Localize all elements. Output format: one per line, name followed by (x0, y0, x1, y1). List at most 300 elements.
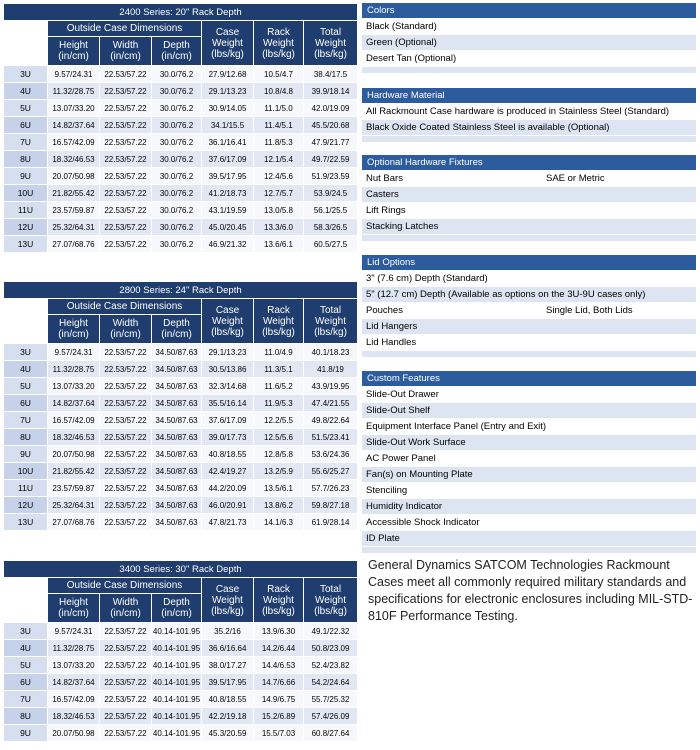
box-item (362, 171, 696, 186)
table-cell: 49.1/22.32 (304, 623, 358, 640)
table-cell: 18.32/46.53 (48, 708, 100, 725)
table-cell: 27.07/68.76 (48, 514, 100, 531)
table-cell: 30.0/76.2 (152, 236, 202, 253)
table-cell: 25.32/64.31 (48, 497, 100, 514)
table-cell: 47.9/21.77 (304, 134, 358, 151)
table-cell: 20.07/50.98 (48, 446, 100, 463)
table-cell: 20.07/50.98 (48, 725, 100, 742)
header-line: Total (319, 304, 342, 316)
table-cell: 23.57/59.87 (48, 480, 100, 497)
header-line: (in/cm) (58, 608, 89, 619)
table-cell: 22.53/57.22 (100, 168, 152, 185)
table-cell: 22.53/57.22 (100, 66, 152, 83)
table-cell: 16.57/42.09 (48, 134, 100, 151)
box-item (362, 467, 696, 482)
table-cell: 30.5/13.86 (202, 361, 254, 378)
table-cell: 40.14-101.95 (152, 691, 202, 708)
table-cell: 53.9/24.5 (304, 185, 358, 202)
table-cell: 29.1/13.23 (202, 83, 254, 100)
table-cell: 27.07/68.76 (48, 236, 100, 253)
table-cell: 40.14-101.95 (152, 623, 202, 640)
table-cell: 22.53/57.22 (100, 446, 152, 463)
table-cell: 60.5/27.5 (304, 236, 358, 253)
option-box-3 (362, 255, 696, 357)
table-cell: 43.9/19.95 (304, 378, 358, 395)
table-row (4, 117, 358, 134)
header-line: Case (215, 26, 240, 38)
box-footer (362, 235, 696, 241)
table-cell: 30.0/76.2 (152, 185, 202, 202)
box-item-label: Slide-Out Work Surface (366, 437, 466, 448)
col-header-depth (152, 37, 202, 66)
box-item-label: AC Power Panel (366, 453, 436, 464)
box-item (362, 120, 696, 135)
table-cell: 34.50/87.63 (152, 344, 202, 361)
table-cell: 42.2/19.18 (202, 708, 254, 725)
table-cell: 30.0/76.2 (152, 168, 202, 185)
col-header-rack-weight (254, 578, 304, 623)
box-item-label: Casters (366, 189, 399, 200)
table-cell: 22.53/57.22 (100, 725, 152, 742)
table-cell: 34.50/87.63 (152, 429, 202, 446)
header-line: Rack (267, 304, 290, 316)
table-cell: 34.50/87.63 (152, 361, 202, 378)
table-cell: 30.0/76.2 (152, 66, 202, 83)
table-cell: 22.53/57.22 (100, 497, 152, 514)
col-header-height (48, 594, 100, 623)
table-cell: 41.8/19 (304, 361, 358, 378)
col-header-width (100, 594, 152, 623)
box-item-label: Black (Standard) (366, 21, 437, 32)
header-line: (lbs/kg) (211, 605, 244, 617)
table-cell: 13.07/33.20 (48, 100, 100, 117)
table-cell: 22.53/57.22 (100, 395, 152, 412)
table-row (4, 361, 358, 378)
box-item (362, 335, 696, 350)
row-label: 13U (4, 236, 48, 253)
table-cell: 30.0/76.2 (152, 151, 202, 168)
table-row (4, 463, 358, 480)
table-cell: 12.4/5.6 (254, 168, 304, 185)
table-cell: 22.53/57.22 (100, 83, 152, 100)
table-cell: 22.53/57.22 (100, 202, 152, 219)
row-label: 8U (4, 429, 48, 446)
table-cell: 40.14-101.95 (152, 657, 202, 674)
col-header-height (48, 37, 100, 66)
box-item-label: Lid Hangers (366, 321, 418, 332)
table-cell: 9.57/24.31 (48, 66, 100, 83)
header-line: Total (319, 26, 342, 38)
header-line: (in/cm) (161, 608, 192, 619)
box-item-label: 3" (7.6 cm) Depth (Standard) (366, 273, 488, 284)
header-line: (lbs/kg) (262, 605, 295, 617)
row-label: 9U (4, 725, 48, 742)
table-cell: 13.9/6.30 (254, 623, 304, 640)
table-cell: 13.3/6.0 (254, 219, 304, 236)
row-label: 5U (4, 100, 48, 117)
compliance-note: General Dynamics SATCOM Technologies Rackmount Cases meet all commonly required military standards and specifications for electronic enclosures including MIL-STD-810F Performance Testing. (368, 558, 693, 623)
table-cell: 15.2/6.89 (254, 708, 304, 725)
header-line: Width (112, 318, 139, 329)
box-item (362, 451, 696, 466)
table-cell: 45.5/20.68 (304, 117, 358, 134)
table-cell: 18.32/46.53 (48, 151, 100, 168)
header-line: Weight (263, 315, 294, 327)
table-row (4, 657, 358, 674)
table-cell: 22.53/57.22 (100, 344, 152, 361)
table-cell: 59.8/27.18 (304, 497, 358, 514)
box-item (362, 483, 696, 498)
box-item (362, 435, 696, 450)
box-item-label: Fan(s) on Mounting Plate (366, 469, 473, 480)
table-cell: 40.8/18.55 (202, 691, 254, 708)
table-row (4, 168, 358, 185)
table-cell: 22.53/57.22 (100, 429, 152, 446)
table-cell: 12.2/5.5 (254, 412, 304, 429)
table-cell: 30.0/76.2 (152, 117, 202, 134)
table-cell: 40.14-101.95 (152, 674, 202, 691)
table-cell: 13.07/33.20 (48, 378, 100, 395)
table-cell: 14.1/6.3 (254, 514, 304, 531)
header-line: Weight (315, 315, 346, 327)
box-item-detail: SAE or Metric (546, 173, 605, 184)
table-cell: 11.32/28.75 (48, 361, 100, 378)
table-cell: 22.53/57.22 (100, 691, 152, 708)
box-footer (362, 547, 696, 553)
col-header-case-weight (202, 21, 254, 66)
table-cell: 34.50/87.63 (152, 514, 202, 531)
header-line: (in/cm) (161, 51, 192, 62)
table-title: 2800 Series: 24" Rack Depth (4, 282, 358, 299)
col-header-rack-weight (254, 299, 304, 344)
box-item-label: ID Plate (366, 533, 400, 544)
table-cell: 13.6/6.1 (254, 236, 304, 253)
table-cell: 20.07/50.98 (48, 168, 100, 185)
table-cell: 10.8/4.8 (254, 83, 304, 100)
box-item-label: Green (Optional) (366, 37, 437, 48)
header-line: (lbs/kg) (314, 605, 347, 617)
box-item (362, 19, 696, 34)
box-item-label: Stenciling (366, 485, 408, 496)
table-cell: 50.8/23.09 (304, 640, 358, 657)
group-header: Outside Case Dimensions (48, 299, 202, 315)
table-cell: 45.3/20.59 (202, 725, 254, 742)
header-line: (in/cm) (110, 608, 141, 619)
table-row (4, 378, 358, 395)
col-header-case-weight (202, 299, 254, 344)
box-item-label: Nut Bars (366, 173, 403, 184)
header-line: Weight (315, 594, 346, 606)
option-box-1 (362, 88, 696, 142)
table-cell: 39.0/17.73 (202, 429, 254, 446)
box-item-label: Slide-Out Shelf (366, 405, 430, 416)
table-cell: 34.50/87.63 (152, 480, 202, 497)
table-cell: 49.7/22.59 (304, 151, 358, 168)
table-cell: 23.57/59.87 (48, 202, 100, 219)
spec-table-2 (3, 560, 357, 742)
box-item (362, 419, 696, 434)
table-cell: 11.1/5.0 (254, 100, 304, 117)
table-row (4, 185, 358, 202)
table-cell: 14.4/6.53 (254, 657, 304, 674)
table-cell: 11.32/28.75 (48, 83, 100, 100)
table-cell: 40.14-101.95 (152, 708, 202, 725)
table-cell: 38.4/17.5 (304, 66, 358, 83)
header-line: (lbs/kg) (262, 48, 295, 60)
table-cell: 34.50/87.63 (152, 412, 202, 429)
row-label: 7U (4, 691, 48, 708)
table-cell: 22.53/57.22 (100, 100, 152, 117)
row-label: 6U (4, 117, 48, 134)
box-item (362, 319, 696, 334)
box-item (362, 515, 696, 530)
header-line: Case (215, 583, 240, 595)
table-cell: 51.5/23.41 (304, 429, 358, 446)
table-cell: 47.4/21.55 (304, 395, 358, 412)
row-label: 3U (4, 344, 48, 361)
table-cell: 14.9/6.75 (254, 691, 304, 708)
box-item-label: Equipment Interface Panel (Entry and Exit) (366, 421, 547, 432)
table-cell: 58.3/26.5 (304, 219, 358, 236)
table-cell: 11.32/28.75 (48, 640, 100, 657)
col-header-width (100, 37, 152, 66)
table-title: 2400 Series: 20" Rack Depth (4, 4, 358, 21)
table-cell: 11.6/5.2 (254, 378, 304, 395)
table-cell: 14.82/37.64 (48, 674, 100, 691)
table-cell: 13.0/5.8 (254, 202, 304, 219)
table-cell: 40.14-101.95 (152, 640, 202, 657)
box-item-detail: Single Lid, Both Lids (546, 305, 633, 316)
row-label: 12U (4, 497, 48, 514)
table-cell: 9.57/24.31 (48, 344, 100, 361)
header-line: Height (59, 597, 88, 608)
box-item (362, 104, 696, 119)
header-line: Rack (267, 26, 290, 38)
option-box-4 (362, 371, 696, 553)
table-cell: 30.0/76.2 (152, 202, 202, 219)
box-item-label: Stacking Latches (366, 221, 439, 232)
table-row (4, 66, 358, 83)
table-cell: 22.53/57.22 (100, 412, 152, 429)
table-cell: 34.50/87.63 (152, 446, 202, 463)
table-cell: 30.0/76.2 (152, 134, 202, 151)
box-title: Hardware Material (362, 88, 696, 103)
table-row (4, 640, 358, 657)
row-label: 5U (4, 657, 48, 674)
col-header-total-weight (304, 21, 358, 66)
table-cell: 22.53/57.22 (100, 378, 152, 395)
row-label: 6U (4, 674, 48, 691)
table-cell: 34.50/87.63 (152, 378, 202, 395)
table-cell: 56.1/25.5 (304, 202, 358, 219)
table-row (4, 708, 358, 725)
row-label: 7U (4, 134, 48, 151)
header-line: (in/cm) (110, 329, 141, 340)
box-item (362, 531, 696, 546)
table-cell: 46.9/21.32 (202, 236, 254, 253)
table-cell: 34.50/87.63 (152, 463, 202, 480)
box-item-label: 5" (12.7 cm) Depth (Available as options on the 3U-9U cases only) (366, 289, 646, 300)
table-cell: 11.9/5.3 (254, 395, 304, 412)
row-label: 8U (4, 708, 48, 725)
table-cell: 16.57/42.09 (48, 691, 100, 708)
table-row (4, 83, 358, 100)
table-cell: 54.2/24.64 (304, 674, 358, 691)
box-title: Lid Options (362, 255, 696, 270)
group-header: Outside Case Dimensions (48, 578, 202, 594)
header-line: (lbs/kg) (211, 326, 244, 338)
table-cell: 14.7/6.66 (254, 674, 304, 691)
table-row (4, 219, 358, 236)
table-cell: 12.7/5.7 (254, 185, 304, 202)
box-item (362, 35, 696, 50)
box-item-label: Slide-Out Drawer (366, 389, 439, 400)
box-item (362, 271, 696, 286)
header-line: Height (59, 40, 88, 51)
table-title: 3400 Series: 30" Rack Depth (4, 561, 358, 578)
table-cell: 13.5/6.1 (254, 480, 304, 497)
spec-table-grid (3, 3, 358, 253)
row-label: 4U (4, 83, 48, 100)
box-item (362, 187, 696, 202)
table-cell: 10.5/4.7 (254, 66, 304, 83)
table-cell: 22.53/57.22 (100, 463, 152, 480)
header-line: Depth (163, 40, 190, 51)
table-cell: 61.9/28.14 (304, 514, 358, 531)
table-cell: 14.82/37.64 (48, 117, 100, 134)
box-item-label: Humidity Indicator (366, 501, 443, 512)
box-item (362, 51, 696, 66)
table-cell: 44.2/20.09 (202, 480, 254, 497)
table-cell: 15.5/7.03 (254, 725, 304, 742)
table-cell: 22.53/57.22 (100, 674, 152, 691)
header-line: (lbs/kg) (314, 326, 347, 338)
spec-table-1 (3, 281, 357, 531)
table-cell: 42.4/19.27 (202, 463, 254, 480)
spec-table-grid (3, 281, 358, 531)
table-cell: 47.8/21.73 (202, 514, 254, 531)
header-line: (lbs/kg) (314, 48, 347, 60)
box-item (362, 403, 696, 418)
table-cell: 39.5/17.95 (202, 168, 254, 185)
group-header: Outside Case Dimensions (48, 21, 202, 37)
table-row (4, 480, 358, 497)
box-title: Custom Features (362, 371, 696, 386)
box-item-label: Desert Tan (Optional) (366, 53, 457, 64)
row-label: 13U (4, 514, 48, 531)
table-cell: 36.1/16.41 (202, 134, 254, 151)
table-cell: 13.2/5.9 (254, 463, 304, 480)
col-header-rack-weight (254, 21, 304, 66)
header-line: Weight (263, 594, 294, 606)
header-line: (lbs/kg) (262, 326, 295, 338)
header-line: (in/cm) (110, 51, 141, 62)
table-cell: 34.50/87.63 (152, 395, 202, 412)
table-cell: 13.8/6.2 (254, 497, 304, 514)
header-line: Width (112, 597, 139, 608)
box-item (362, 387, 696, 402)
table-cell: 22.53/57.22 (100, 219, 152, 236)
header-line: (in/cm) (161, 329, 192, 340)
table-row (4, 497, 358, 514)
table-cell: 11.3/5.1 (254, 361, 304, 378)
row-label: 4U (4, 640, 48, 657)
header-line: Rack (267, 583, 290, 595)
table-row (4, 395, 358, 412)
table-row (4, 725, 358, 742)
row-label: 12U (4, 219, 48, 236)
table-cell: 11.0/4.9 (254, 344, 304, 361)
table-cell: 30.0/76.2 (152, 83, 202, 100)
box-item-label: All Rackmount Case hardware is produced in Stainless Steel (Standard) (366, 106, 670, 117)
row-label: 5U (4, 378, 48, 395)
box-item (362, 287, 696, 302)
header-line: Weight (212, 594, 243, 606)
table-row (4, 100, 358, 117)
table-cell: 37.6/17.09 (202, 412, 254, 429)
table-row (4, 412, 358, 429)
row-label: 6U (4, 395, 48, 412)
table-cell: 53.6/24.36 (304, 446, 358, 463)
table-cell: 57.7/26.23 (304, 480, 358, 497)
header-line: Total (319, 583, 342, 595)
table-row (4, 514, 358, 531)
table-cell: 12.1/5.4 (254, 151, 304, 168)
table-cell: 40.8/18.55 (202, 446, 254, 463)
row-label: 9U (4, 168, 48, 185)
table-cell: 22.53/57.22 (100, 236, 152, 253)
table-row (4, 674, 358, 691)
table-cell: 11.4/5.1 (254, 117, 304, 134)
table-cell: 29.1/13.23 (202, 344, 254, 361)
table-cell: 42.0/19.09 (304, 100, 358, 117)
col-header-total-weight (304, 578, 358, 623)
table-cell: 22.53/57.22 (100, 657, 152, 674)
header-blank (4, 21, 48, 66)
table-cell: 14.2/6.44 (254, 640, 304, 657)
box-item (362, 203, 696, 218)
table-cell: 57.4/26.09 (304, 708, 358, 725)
header-line: Depth (163, 597, 190, 608)
table-cell: 55.7/25.32 (304, 691, 358, 708)
table-cell: 22.53/57.22 (100, 514, 152, 531)
table-cell: 35.2/16 (202, 623, 254, 640)
box-item-label: Accessible Shock Indicator (366, 517, 480, 528)
box-item-label: Pouches (366, 305, 403, 316)
box-title: Colors (362, 3, 696, 18)
table-cell: 40.1/18.23 (304, 344, 358, 361)
row-label: 9U (4, 446, 48, 463)
table-cell: 35.5/16.14 (202, 395, 254, 412)
table-cell: 25.32/64.31 (48, 219, 100, 236)
header-blank (4, 299, 48, 344)
table-row (4, 151, 358, 168)
box-title: Optional Hardware Fixtures (362, 155, 696, 170)
row-label: 3U (4, 66, 48, 83)
table-row (4, 134, 358, 151)
row-label: 10U (4, 463, 48, 480)
col-header-total-weight (304, 299, 358, 344)
row-label: 10U (4, 185, 48, 202)
table-cell: 12.8/5.8 (254, 446, 304, 463)
table-cell: 55.6/25.27 (304, 463, 358, 480)
header-blank (4, 578, 48, 623)
table-cell: 41.2/18.73 (202, 185, 254, 202)
table-cell: 45.0/20.45 (202, 219, 254, 236)
table-cell: 38.0/17.27 (202, 657, 254, 674)
table-cell: 30.9/14.05 (202, 100, 254, 117)
col-header-depth (152, 315, 202, 344)
